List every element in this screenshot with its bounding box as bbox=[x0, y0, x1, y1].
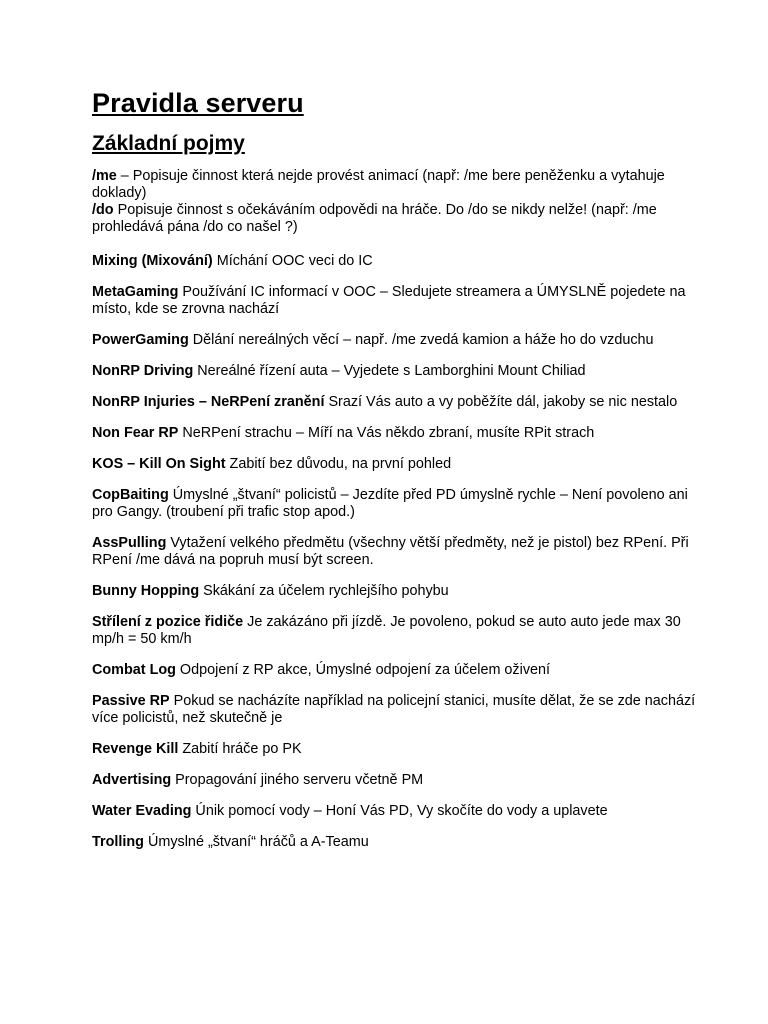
definition-item bbox=[92, 253, 708, 270]
definition-text: Používání IC informací v OOC – Sledujete streamera a ÚMYSLNĚ pojedete na místo, kde se zrovna nachází bbox=[92, 284, 686, 317]
definition-item bbox=[92, 394, 708, 411]
definition-term: Mixing (Mixování) bbox=[92, 253, 213, 269]
definition-term: Trolling bbox=[92, 834, 144, 850]
definition-item bbox=[92, 535, 708, 569]
definition-term: Water Evading bbox=[92, 803, 192, 819]
definition-text: Úmyslné „štvaní“ policistů – Jezdíte před PD úmyslně rychle – Není povoleno ani pro Gangy. (troubení při trafic stop apod.) bbox=[92, 487, 688, 520]
definition-text: Dělání nereálných věcí – např. /me zvedá kamion a háže ho do vzduchu bbox=[188, 332, 654, 348]
definition-item bbox=[92, 487, 708, 521]
definition-text: Úmyslné „štvaní“ hráčů a A-Teamu bbox=[143, 834, 369, 850]
definition-term: /me bbox=[92, 168, 117, 184]
definition-term: Revenge Kill bbox=[92, 741, 179, 757]
definition-text: – Popisuje činnost která nejde provést animací (např: /me bere peněženku a vytahuje doklady) bbox=[92, 168, 665, 201]
definition-item bbox=[92, 332, 708, 349]
definition-text: Zabití bez důvodu, na první pohled bbox=[225, 456, 452, 472]
definition-term: CopBaiting bbox=[92, 487, 169, 503]
definition-text: Vytažení velkého předmětu (všechny větší předměty, než je pistol) bez RPení. Při RPení /me dává na popruh musí být screen. bbox=[92, 535, 689, 568]
definition-term: AssPulling bbox=[92, 535, 167, 551]
definition-text: Pokud se nacházíte například na policejní stanici, musíte dělat, že se zde nachází více policistů, než skutečně je bbox=[92, 693, 696, 726]
definition-term: Advertising bbox=[92, 772, 172, 788]
definition-term: Combat Log bbox=[92, 662, 176, 678]
definition-item bbox=[92, 425, 708, 442]
definition-text: Skákání za účelem rychlejšího pohybu bbox=[199, 583, 449, 599]
page-title: Pravidla serveru bbox=[92, 88, 304, 118]
definition-text: Propagování jiného serveru včetně PM bbox=[171, 772, 424, 788]
definition-item bbox=[92, 741, 708, 758]
definition-item bbox=[92, 772, 708, 789]
definition-item bbox=[92, 168, 708, 202]
definition-text: Únik pomocí vody – Honí Vás PD, Vy skočíte do vody a uplavete bbox=[191, 803, 608, 819]
definition-text: Srazí Vás auto a vy poběžíte dál, jakoby se nic nestalo bbox=[324, 394, 678, 410]
definition-item bbox=[92, 363, 708, 380]
definition-term: MetaGaming bbox=[92, 284, 179, 300]
definition-term: Střílení z pozice řidiče bbox=[92, 614, 244, 630]
definition-term: Non Fear RP bbox=[92, 425, 179, 441]
definition-item bbox=[92, 834, 708, 851]
section-title: Základní pojmy bbox=[92, 132, 245, 155]
definition-item bbox=[92, 693, 708, 727]
definition-text: Zabití hráče po PK bbox=[178, 741, 302, 757]
definition-term: NonRP Injuries – NeRPení zranění bbox=[92, 394, 325, 410]
definition-term: Passive RP bbox=[92, 693, 170, 709]
definition-term: KOS – Kill On Sight bbox=[92, 456, 226, 472]
definition-text: Je zakázáno při jízdě. Je povoleno, pokud se auto auto jede max 30 mp/h = 50 km/h bbox=[92, 614, 681, 647]
definition-text: NeRPení strachu – Míří na Vás někdo zbraní, musíte RPit strach bbox=[178, 425, 595, 441]
definition-item bbox=[92, 202, 708, 236]
definition-item bbox=[92, 662, 708, 679]
definition-term: /do bbox=[92, 202, 114, 218]
definition-text: Odpojení z RP akce, Úmyslné odpojení za účelem oživení bbox=[175, 662, 551, 678]
definition-term: PowerGaming bbox=[92, 332, 189, 348]
definition-text: Popisuje činnost s očekáváním odpovědi na hráče. Do /do se nikdy nelže! (např: /me prohledává pána /do co našel ?) bbox=[92, 202, 657, 235]
definition-item bbox=[92, 803, 708, 820]
definition-text: Nereálné řízení auta – Vyjedete s Lamborghini Mount Chiliad bbox=[193, 363, 586, 379]
definition-item bbox=[92, 583, 708, 600]
definition-item bbox=[92, 284, 708, 318]
definitions-list bbox=[92, 168, 708, 851]
definition-text: Míchání OOC veci do IC bbox=[212, 253, 373, 269]
definition-item bbox=[92, 614, 708, 648]
definition-item bbox=[92, 456, 708, 473]
definition-term: Bunny Hopping bbox=[92, 583, 200, 599]
definition-term: NonRP Driving bbox=[92, 363, 194, 379]
